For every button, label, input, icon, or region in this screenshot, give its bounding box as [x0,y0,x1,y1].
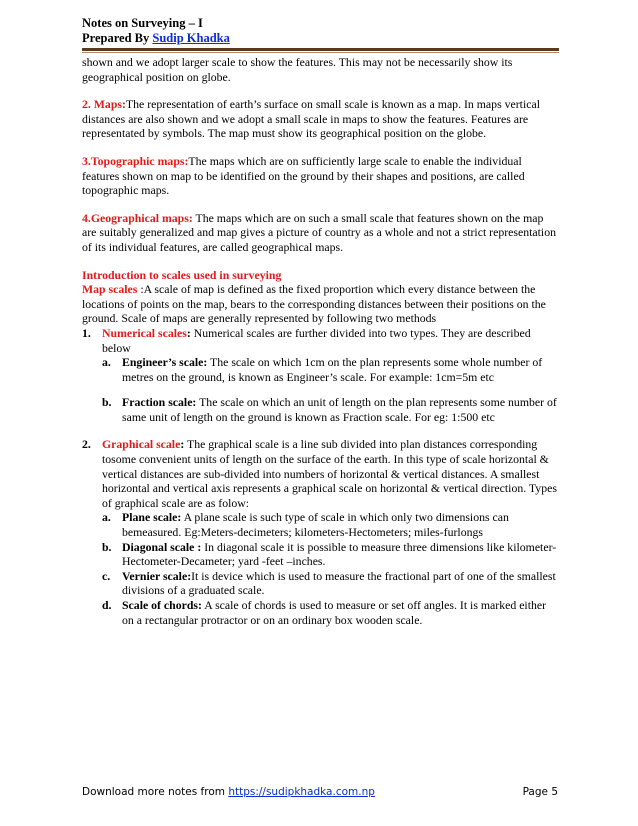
header-title: Notes on Surveying – I [82,16,203,30]
author-link[interactable]: Sudip Khadka [152,31,230,45]
page-footer [82,786,558,799]
scale-of-chords-label: Scale of chords: [122,598,202,612]
list-item: c. Vernier scale:It is device which is used to measure the fractional part of one of the smallest divisions of a graduated scale. [102,568,556,598]
intro-paragraph: shown and we adopt larger scale to show the features. This may not be necessarily show its geographical position on globe. [82,55,513,84]
map-scales-paragraph [82,282,558,326]
list-item: a. Plane scale: A plane scale is such type of scale in which only two dimensions can bemeasured. Eg:Meters-decimeters; kilometers-Hectometers; miles-furlongs [102,510,509,540]
graphical-scale-label: Graphical scale [102,437,181,452]
list-number: 1. [82,325,91,340]
topographic-label: 3.Topographic maps: [82,153,189,168]
diagonal-scale-label: Diagonal scale : [122,539,202,554]
page-number: Page 5 [522,786,558,798]
list-item: d. Scale of chords: A scale of chords is used to measure or set off angles. It is marked either on a rectangular protractor or on an ordinary box wooden scale. [102,598,547,627]
list-item: b. Fraction scale: The scale on which an unit of length on the plan represents some number of same unit of length on the ground is known as Fraction scale. For eg: 1:500 etc [102,395,557,424]
plane-scale-text: A plane scale is such type of scale in which only two dimensions can bemeasured. Eg:Meters-decimeters; kilometers-Hectometers; miles-furlongs [122,510,509,540]
numerical-scales-label: Numerical scales [102,325,187,340]
numerical-scales-item: 1. Numerical scales: Numerical scales are further divided into two types. They are described below a. Engineer’s scale: The scale on which 1cm on the plan represents some whole number of metres on the ground, is known as Engineer’s scale. For example: 1cm=5m etc b. Fraction scale: The scale on which an unit of length on the plan represents some number of same unit of length on the ground is known as Fraction scale. For eg: 1:500 etc [82,325,557,424]
fraction-scale-text: The scale on which an unit of length on the plan represents some number of same unit of length on the ground is known as Fraction scale. For eg: 1:500 etc [122,395,557,424]
fraction-scale-label: Fraction scale: [122,395,197,410]
geographical-label: 4.Geographical maps: [82,210,193,225]
diagonal-scale-text: In diagonal scale it is possible to measure three dimensions like kilometer-Hectometer-Decameter; yard -feet –inches. [122,539,557,569]
page-content [82,55,558,627]
footer-text: Download more notes from [82,786,229,798]
header-author-line [82,31,558,46]
footer-link[interactable]: https://sudipkhadka.com.np [228,786,375,798]
maps-paragraph [82,97,558,141]
vernier-scale-text: It is device which is used to measure the fractional part of one of the smallest divisions of a graduated scale. [122,568,556,598]
engineers-scale-text: The scale on which 1cm on the plan represents some whole number of metres on the ground, is known as Engineer’s scale. For example: 1cm=5m etc [122,355,543,384]
geographical-paragraph [82,211,558,255]
graphical-scale-item: 2. Graphical scale: The graphical scale is a line sub divided into plan distances corresponding tosome convenient units of length on the surface of the earth. In this type of scale horizontal & vertical distances are sub-divided into numbers of horizontal & vertical distances. A smallest horizontal and vertical axis represents a graphical scale on horizontal & vertical direction. Types of graphical scale are as folow: a. Plane scale: A plane scale is such type of scale in which only two dimensions can bemeasured. Eg:Meters-decimeters; kilometers-Hectometers; miles-furlongs b. Diagonal scale : In diagonal scale it is possible to measure three dimensions like kilometer-Hectometer-Decameter; yard -feet –inches. c. Vernier scale:It is device which is used to measure the fractional part of one of the smallest divisions of a graduated scale. d. Scale of chords: A scale of chords is used to measure or set off angles. It is marked either on a rectangular protractor or on an ordinary box wooden scale. [82,437,557,627]
list-number: 2. [82,437,91,452]
prepared-by-label: Prepared By [82,31,153,45]
scale-types-list [82,326,558,627]
engineers-scale-label: Engineer’s scale: [122,355,208,370]
scale-of-chords-text: A scale of chords is used to measure or set off angles. It is marked either on a rectangular protractor or on an ordinary box wooden scale. [122,598,547,627]
graphical-scale-text: The graphical scale is a line sub divided into plan distances corresponding tosome convenient units of length on the surface of the earth. In this type of scale horizontal & vertical distances are sub-divided into numbers of horizontal & vertical distances. A smallest horizontal and vertical axis represents a graphical scale on horizontal & vertical direction. Types of graphical scale are as folow: [102,437,557,510]
topographic-text: The maps which are on sufficiently large scale to enable the individual features shown on map to be identified on the ground by their shapes and positions, are called topographic maps. [82,153,525,198]
list-item: b. Diagonal scale : In diagonal scale it is possible to measure three dimensions like kilometer-Hectometer-Decameter; yard -feet –inches. [102,539,557,569]
scales-heading: Introduction to scales used in surveying [82,267,282,282]
list-item: a. Engineer’s scale: The scale on which 1cm on the plan represents some whole number of metres on the ground, is known as Engineer’s scale. For example: 1cm=5m etc [102,355,543,384]
header-rule [82,48,559,51]
page-header [82,16,558,46]
maps-text: The representation of earth’s surface on small scale is known as a map. In maps vertical distances are also shown and we adopt a small scale in maps to show the features. Features are representated by symbols. The map must show its geographical position on the globe. [82,97,540,141]
plane-scale-label: Plane scale: [122,510,182,525]
header-rule-thin [82,52,559,53]
geographical-text: The maps which are on such a small scale that features shown on the map are suitably generalized and map gives a picture of country as a whole and not a strict representation of its individual features, are called geographical maps. [82,210,556,254]
topographic-paragraph [82,154,558,198]
map-scales-text: :A scale of map is defined as the fixed proportion which every distance between the locations of points on the map, bears to the corresponding distances between their positions on the ground. Scale of maps are generally represented by following two methods [82,282,546,326]
vernier-scale-label: Vernier scale: [122,568,192,583]
maps-label: 2. Maps: [82,97,126,112]
numerical-scales-text: Numerical scales are further divided into two types. They are described below [102,325,531,355]
map-scales-label: Map scales [82,282,138,297]
